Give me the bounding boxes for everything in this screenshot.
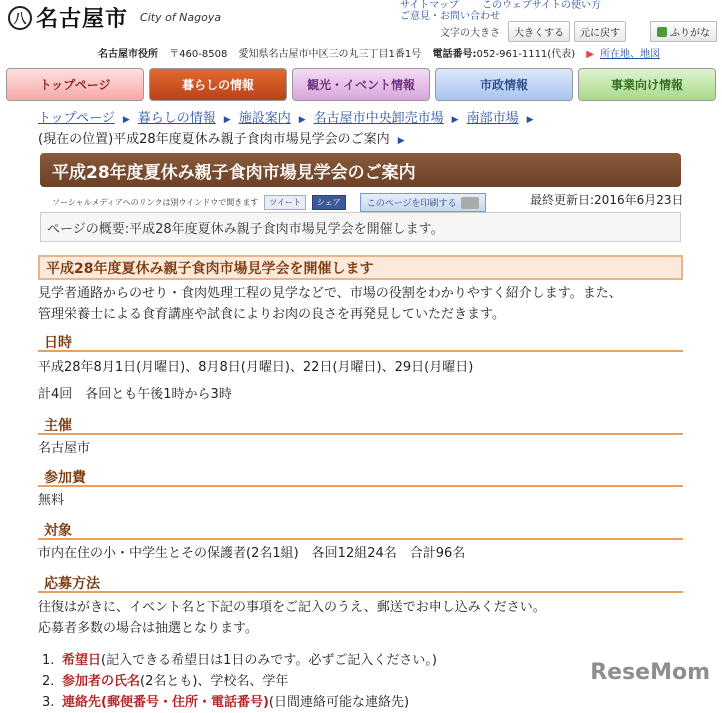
page-title: 平成28年度夏休み親子食肉市場見学会のご案内 <box>40 153 681 187</box>
text-reset-button[interactable]: 元に戻す <box>574 21 626 42</box>
global-nav <box>6 68 716 101</box>
breadcrumb-current: (現在の位置)平成28年度夏休み親子食肉市場見学会のご案内 <box>38 132 390 147</box>
application-items-list <box>42 650 437 713</box>
nav-tab-tourism[interactable]: 観光・イベント情報 <box>292 68 430 101</box>
street-address: 愛知県名古屋市中区三の丸三丁目1番1号 <box>238 49 422 60</box>
map-link[interactable]: 所在地、地図 <box>600 49 660 60</box>
utility-bar <box>440 21 717 42</box>
facebook-share-button[interactable]: シェア <box>312 195 346 210</box>
furigana-button[interactable] <box>650 21 717 42</box>
list-item: 1. 希望日(記入できる希望日は1日のみです。必ずご記入ください。) <box>42 653 437 668</box>
list-item: 3. 連絡先(郵便番号・住所・電話番号)(日間連絡可能な連絡先) <box>42 695 410 710</box>
phone-label: 電話番号: <box>432 49 477 60</box>
intro-line: 管理栄養士による食育講座や試食によりお肉の良さを再発見していただきます。 <box>38 307 505 322</box>
intro-line: 見学者通路からのせり・食肉処理工程の見学などで、市場の役割をわかりやすく紹介します。また、 <box>38 286 622 301</box>
watermark-logo: ReseMom <box>590 660 710 685</box>
target-text: 市内在住の小・中学生とその保護者(2名1組) 各回12組24名 合計96名 <box>38 546 466 561</box>
breadcrumb-arrow-icon: ▶ <box>451 115 459 125</box>
phone-number: 052-961-1111(代表) <box>476 49 576 60</box>
apply-line: 応募者多数の場合は抽選となります。 <box>38 621 258 636</box>
breadcrumb-south-market[interactable]: 南部市場 <box>466 111 519 126</box>
text-larger-button[interactable]: 大きくする <box>508 21 570 42</box>
breadcrumb-top[interactable]: トップページ <box>38 111 115 126</box>
nav-tab-government[interactable]: 市政情報 <box>435 68 573 101</box>
time-text: 計4回 各回とも午後1時から3時 <box>38 387 232 402</box>
tweet-button[interactable]: ツイート <box>264 195 306 210</box>
section-heading-host: 主催 <box>38 415 683 435</box>
sitemap-link[interactable]: サイトマップ <box>400 0 459 11</box>
print-button[interactable] <box>360 193 486 212</box>
furigana-icon <box>657 27 667 37</box>
top-links <box>400 0 722 22</box>
list-item: 2. 参加者の氏名(2名とも)、学校名、学年 <box>42 674 289 689</box>
social-note: ソーシャルメディアへのリンクは別ウインドウで開きます <box>52 198 259 207</box>
logo-english: City of Nagoya <box>140 11 222 24</box>
postal-code: 〒460-8508 <box>169 49 228 60</box>
nav-tab-top[interactable]: トップページ <box>6 68 144 101</box>
content-heading: 平成28年度夏休み親子食肉市場見学会を開催します <box>38 255 683 280</box>
section-heading-target: 対象 <box>38 520 683 540</box>
breadcrumb-life[interactable]: 暮らしの情報 <box>137 111 216 126</box>
print-label: このページを印刷する <box>366 199 457 209</box>
breadcrumb <box>38 109 698 151</box>
fee-text: 無料 <box>38 493 65 508</box>
apply-line: 往復はがきに、イベント名と下記の事項をご記入のうえ、郵送でお申し込みください。 <box>38 600 546 615</box>
breadcrumb-arrow-icon: ▶ <box>397 136 405 146</box>
nav-tab-life[interactable]: 暮らしの情報 <box>149 68 287 101</box>
furigana-label: ふりがな <box>670 28 710 39</box>
address-line <box>98 45 660 60</box>
section-heading-apply: 応募方法 <box>38 573 683 593</box>
contact-link[interactable]: ご意見・お問い合わせ <box>400 11 500 22</box>
howto-link[interactable]: このウェブサイトの使い方 <box>482 0 601 11</box>
office-name: 名古屋市役所 <box>98 49 158 60</box>
breadcrumb-arrow-icon: ▶ <box>298 115 306 125</box>
site-logo[interactable] <box>8 2 221 33</box>
host-text: 名古屋市 <box>38 441 91 456</box>
text-size-label: 文字の大きさ <box>440 28 500 39</box>
breadcrumb-central-market[interactable]: 名古屋市中央卸売市場 <box>313 111 444 126</box>
logo-text: 名古屋市 <box>36 7 129 32</box>
date-text: 平成28年8月1日(月曜日)、8月8日(月曜日)、22日(月曜日)、29日(月曜日) <box>38 360 474 375</box>
apply-text <box>38 597 688 639</box>
last-updated: 最終更新日:2016年6月23日 <box>530 193 684 207</box>
breadcrumb-arrow-icon: ▶ <box>223 115 231 125</box>
city-emblem-icon: 八 <box>8 6 32 30</box>
breadcrumb-arrow-icon: ▶ <box>526 115 534 125</box>
section-heading-fee: 参加費 <box>38 467 683 487</box>
map-pin-icon: ▶ <box>586 49 594 60</box>
section-heading-date: 日時 <box>38 332 683 352</box>
printer-icon <box>461 197 479 209</box>
intro-text <box>38 283 688 325</box>
breadcrumb-facilities[interactable]: 施設案内 <box>238 111 291 126</box>
nav-tab-business[interactable]: 事業向け情報 <box>578 68 716 101</box>
page-summary: ページの概要:平成28年度夏休み親子食肉市場見学会を開催します。 <box>40 212 681 242</box>
social-bar <box>52 193 486 212</box>
breadcrumb-arrow-icon: ▶ <box>122 115 130 125</box>
